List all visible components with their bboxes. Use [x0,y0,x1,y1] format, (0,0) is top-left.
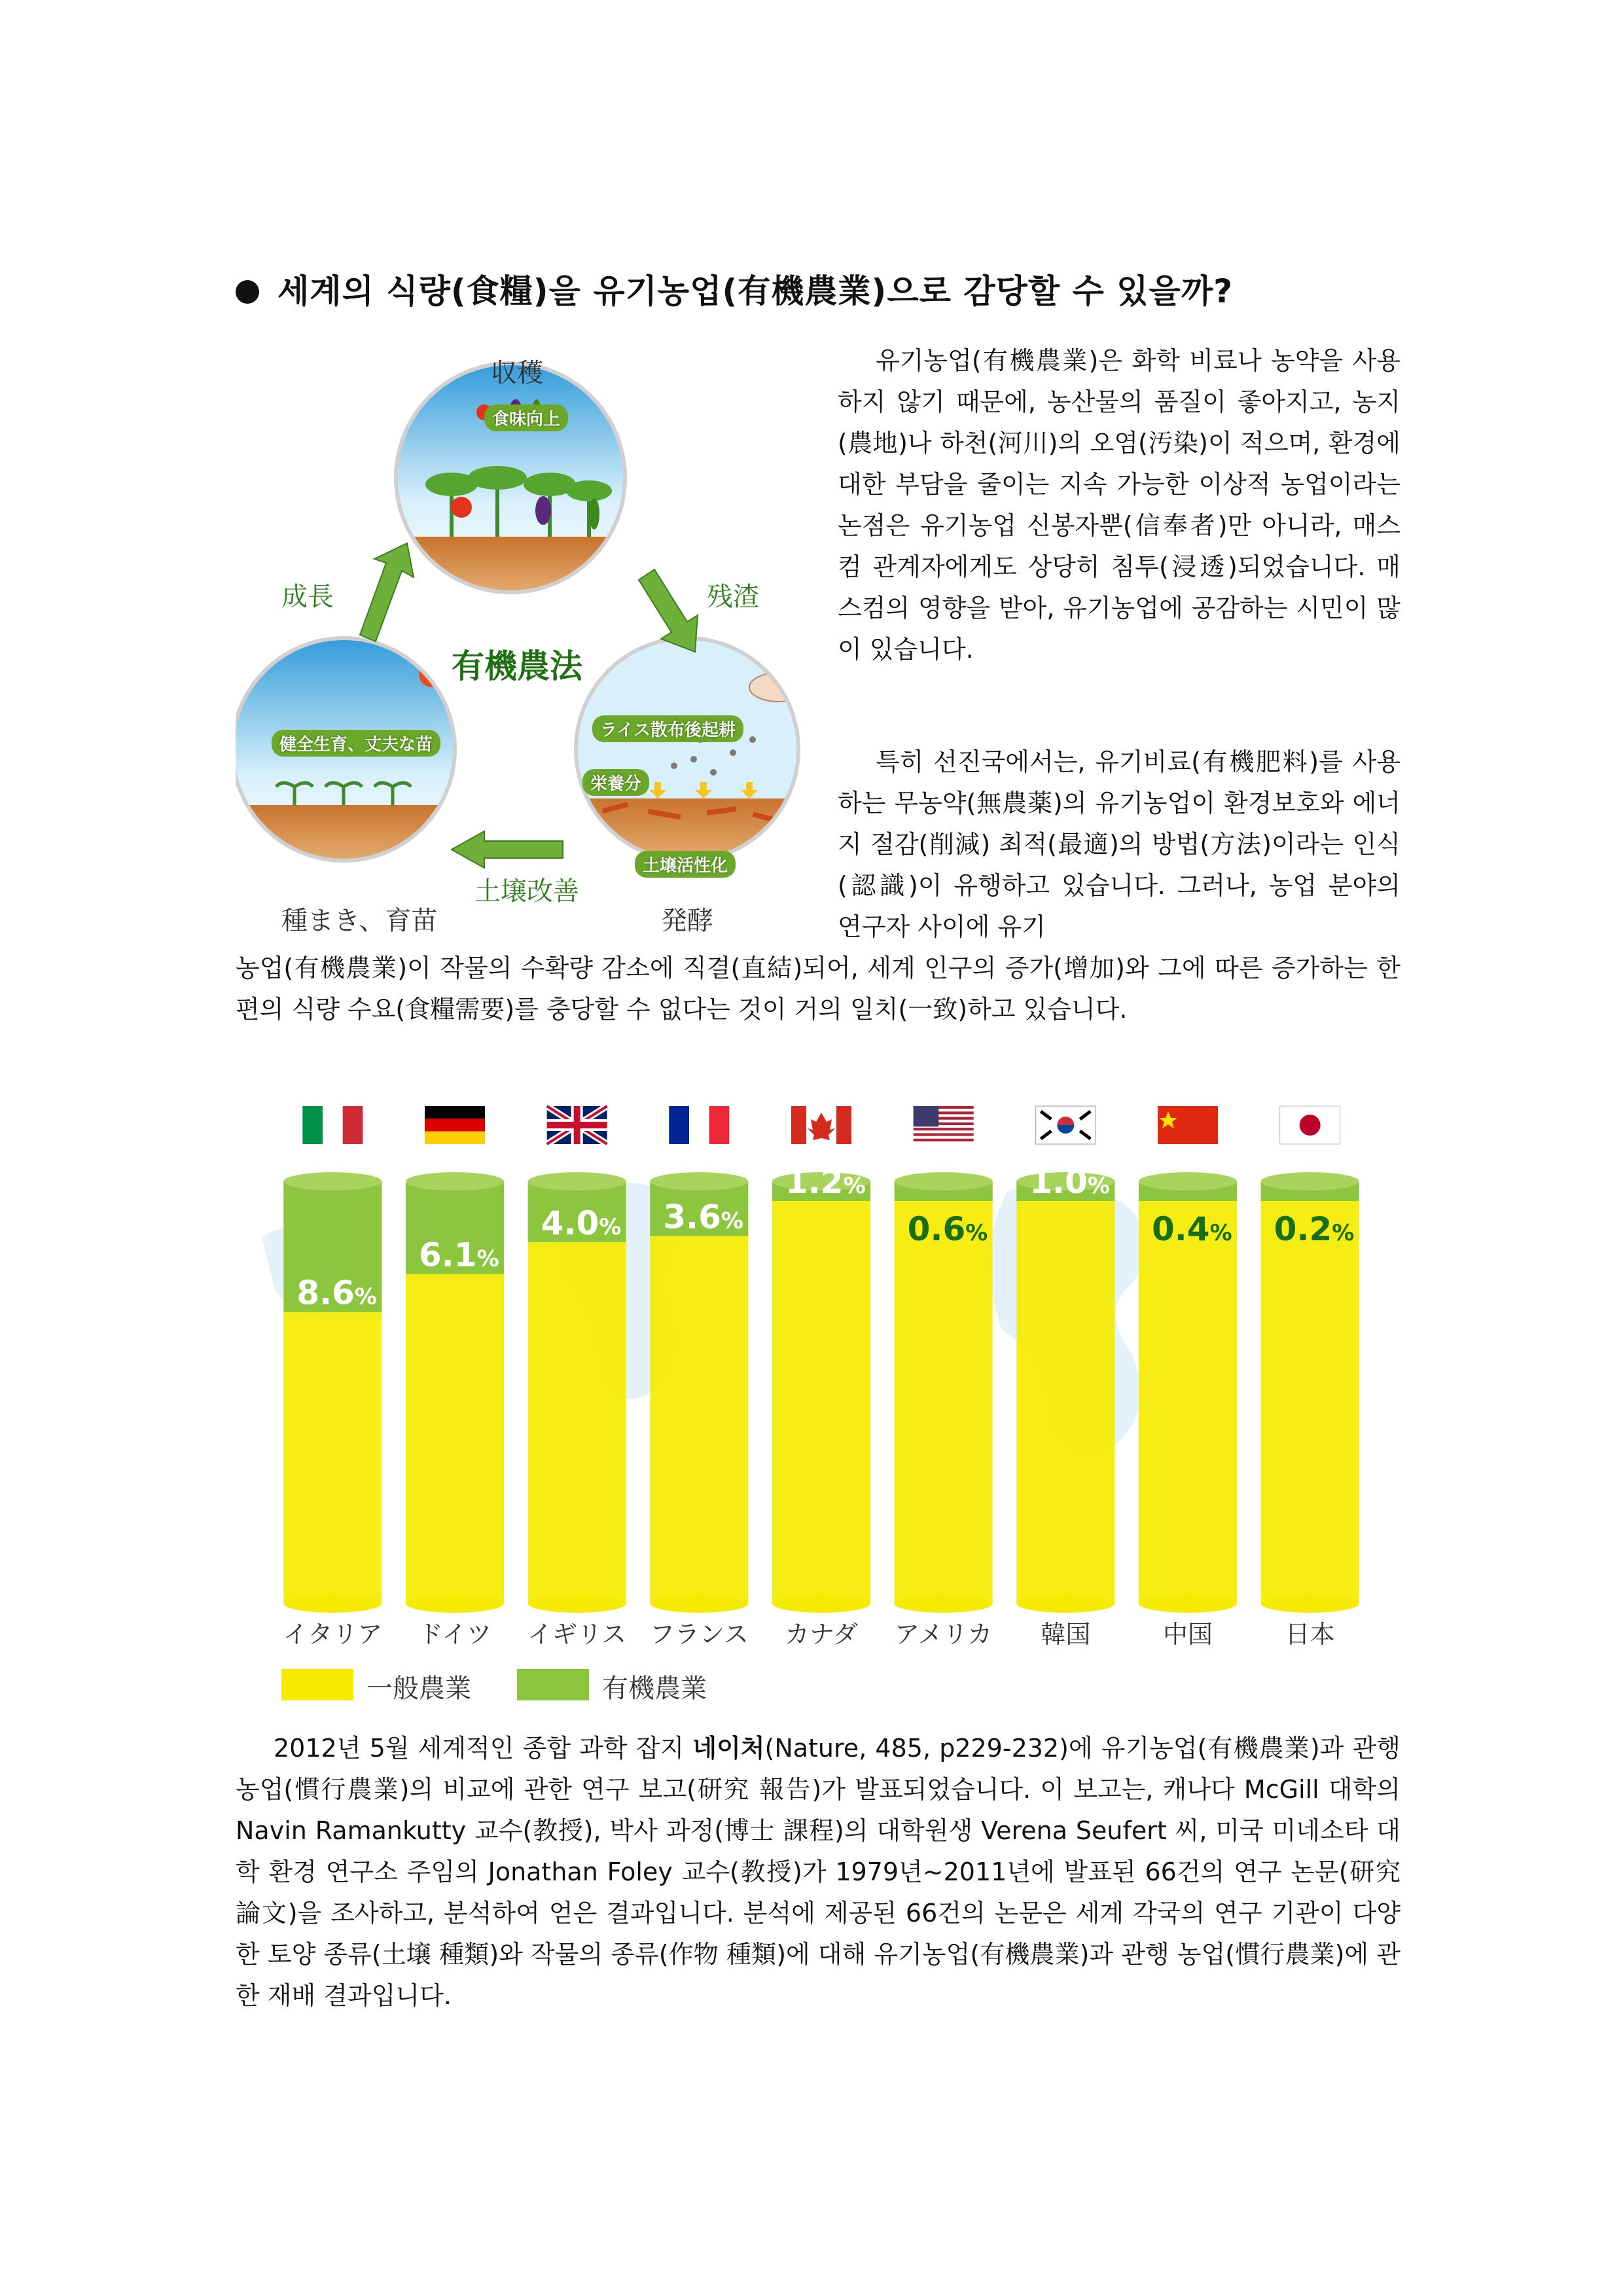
canada-flag-icon [791,1106,851,1144]
bar-conventional-2 [528,1181,626,1604]
italy-flag-icon [302,1106,363,1144]
taste-label: 食味向上 [484,404,568,431]
soil-improvement-arrow [452,831,563,868]
center-label: 有機農法 [452,647,582,685]
bar-conventional-3 [650,1181,748,1604]
bar-value-label-6: 1.0% [1029,1163,1110,1201]
bar-top-7 [1139,1172,1237,1191]
bar-base-8 [1261,1594,1359,1613]
bar-top-8 [1261,1172,1359,1191]
legend-organic: 有機農業 [602,1674,707,1704]
bar-value-unit-6: % [1087,1173,1110,1199]
residue-label: 残渣 [707,582,759,612]
bar-value-unit-0: % [354,1283,377,1310]
bar-value-label-2: 4.0% [541,1204,622,1242]
bar-conventional-4 [772,1181,870,1604]
bar-value-unit-5: % [965,1220,988,1246]
section-heading [236,265,1233,312]
rice-label: ライス散布後起耕 [592,715,743,742]
china-flag-icon [1158,1106,1218,1144]
bar-top-5 [895,1172,993,1191]
nature-journal-name: 네이처 [692,1734,765,1763]
bar-base-7 [1139,1594,1237,1613]
growth-arrow [360,543,414,641]
bar-base-5 [895,1594,993,1613]
chart-graphic [236,1093,1400,1708]
bar-value-label-0: 8.6% [296,1274,377,1312]
bar-value-label-4: 1.2% [785,1163,866,1201]
legend-conventional: 一般農業 [366,1674,471,1704]
bar-value-unit-2: % [599,1213,622,1240]
harvest-label: 収穫 [491,358,543,388]
sowing-label: 種まき、育苗 [281,906,438,936]
japan-flag-icon [1280,1106,1340,1144]
paragraph-3 [236,1728,1400,2017]
bar-base-0 [283,1594,382,1613]
korea-flag-icon [1035,1106,1096,1144]
heading-text: 세계의 식량(食糧)을 유기농업(有機農業)으로 감당할 수 있을까? [277,272,1234,310]
category-label-0: イタリア [283,1620,383,1649]
residue-arrow [639,569,698,652]
bar-value-unit-8: % [1332,1220,1355,1246]
bar-top-0 [283,1172,382,1191]
bar-value-unit-7: % [1209,1220,1232,1246]
bar-value-unit-1: % [476,1246,499,1272]
bar-base-1 [406,1594,504,1613]
legend-swatch-organic [517,1669,589,1700]
paragraph-2: 특히 선진국에서는, 유기비료(有機肥料)를 사용하는 무농약(無農薬)의 유기농업이 환경보호와 에너지 절감(削減) 최적(最適)의 방법(方法)이라는 인식(認識)이 유행하고 있습니다. 그러나, 농업 분야의 연구자 사이에 유기 [838,747,1400,941]
category-label-4: カナダ [784,1620,859,1649]
bar-value-label-7: 0.4% [1152,1210,1232,1248]
bullet-icon [236,280,259,304]
category-label-1: ドイツ [418,1620,492,1649]
bar-value-unit-4: % [843,1173,866,1199]
category-label-2: イギリス [527,1620,627,1649]
seedlings-label: 健全生育、丈夫な苗 [272,730,440,757]
organic-farming-cycle-diagram [236,347,812,936]
bar-base-6 [1016,1594,1115,1613]
bar-value-label-8: 0.2% [1274,1210,1355,1248]
paragraph-3-body: (Nature, 485, p229-232)에 유기농업(有機農業)과 관행 농업(慣行農業)의 비교에 관한 연구 보고(研究 報告)가 발표되었습니다. 이 보고는, 캐나다 McGill 대학의 Navin Ramankutty 교수(教授), 박사 과정(博士 課程)의 대학원생 Verena Seufert 씨, 미국 미네소타 대학 환경 연구소 주임의 Jonathan Foley 교수(教授)가 1979년~2011년에 발표된 66건의 연구 논문(研究 論文)을 조사하고, 분석하여 얻은 결과입니다. 분석에 제공된 66건의 논문은 세계 각국의 연구 기관이 다양한 토양 종류(土壌 種類)와 작물의 종류(作物 種類)에 대해 유기농업(有機農業)과 관행 농업(慣行農業)에 관한 재배 결과입니다. [236,1734,1400,2010]
bar-base-3 [650,1594,748,1613]
bar-conventional-6 [1016,1181,1115,1604]
uk-flag-icon [547,1106,607,1144]
bar-top-3 [650,1172,748,1191]
soil-improvement-label: 土壌改善 [474,876,579,906]
soil-activation-label: 土壌活性化 [635,851,736,878]
paragraph-3-intro: 2012년 5월 세계적인 종합 과학 잡지 [274,1734,693,1763]
paragraph-1: 유기농업(有機農業)은 화학 비료나 농약을 사용하지 않기 때문에, 농산물의 품질이 좋아지고, 농지(農地)나 하천(河川)의 오염(汚染)이 적으며, 환경에 대한 부담을 줄이는 지속 가능한 이상적 농업이라는 논점은 유기농업 신봉자뿐(信奉者)만 아니라, 매스컴 관계자에게도 상당히 침투(浸透)되었습니다. 매스컴의 영향을 받아, 유기농업에 공감하는 시민이 많이 있습니다. [838,346,1400,664]
bar-value-unit-3: % [721,1208,743,1234]
growth-label: 成長 [281,582,334,612]
usa-flag-icon [914,1106,974,1141]
france-flag-icon [669,1106,729,1144]
bar-value-label-5: 0.6% [907,1210,988,1248]
category-label-6: 韓国 [1041,1620,1091,1649]
bar-value-label-1: 6.1% [419,1236,499,1274]
category-label-3: フランス [649,1620,749,1649]
category-label-8: 日本 [1285,1620,1335,1649]
nutrients-label: 栄養分 [582,769,649,796]
bar-base-4 [772,1594,870,1613]
bar-top-2 [528,1172,626,1191]
fermentation-label: 発酵 [661,906,713,936]
category-label-7: 中国 [1162,1620,1213,1649]
bar-value-label-3: 3.6% [663,1198,743,1236]
bar-top-1 [406,1172,504,1191]
bar-base-2 [528,1594,626,1613]
category-label-5: アメリカ [894,1620,993,1649]
organic-share-chart [236,1093,1400,1708]
legend-swatch-conventional [281,1669,353,1700]
germany-flag-icon [425,1106,485,1144]
paragraph-2-continued: 농업(有機農業)이 작물의 수확량 감소에 직결(直結)되어, 세계 인구의 증가(增加)와 그에 따른 증가하는 한편의 식량 수요(食糧需要)를 충당할 수 없다는 것이 거의 일치(一致)하고 있습니다. [236,954,1400,1024]
